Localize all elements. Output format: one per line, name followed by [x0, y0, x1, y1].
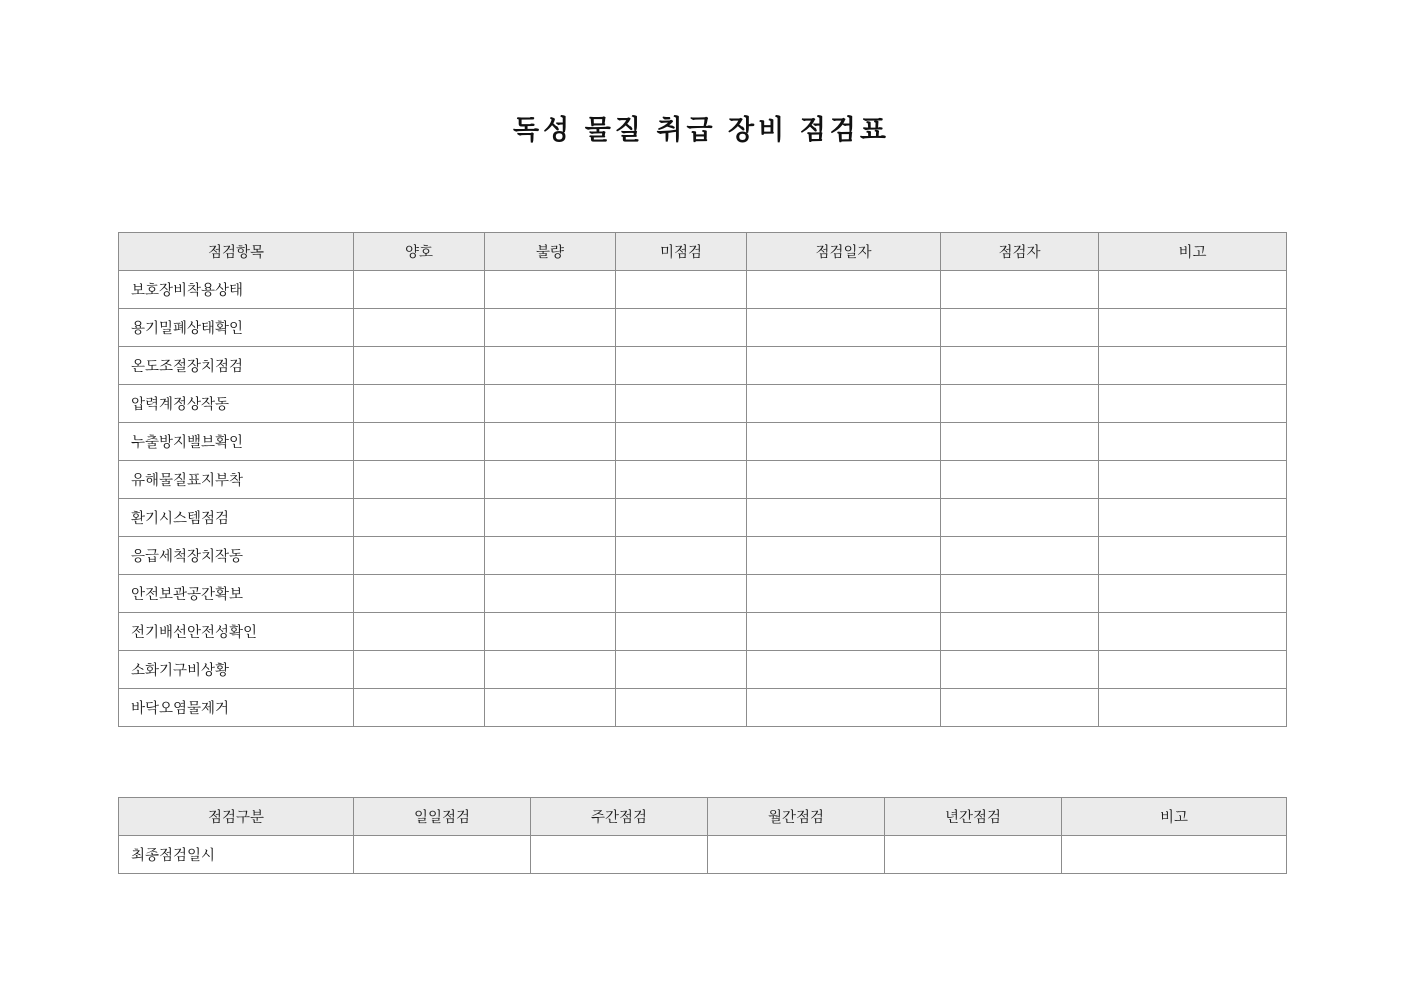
cell-inspector[interactable] [941, 575, 1099, 613]
column-header-daily: 일일점검 [354, 798, 531, 836]
cell-not-inspected[interactable] [616, 651, 747, 689]
cell-defect[interactable] [485, 689, 616, 727]
column-header-cycle-category: 점검구분 [119, 798, 354, 836]
cell-daily[interactable] [354, 836, 531, 874]
cell-not-inspected[interactable] [616, 689, 747, 727]
column-header-item: 점검항목 [119, 233, 354, 271]
cell-not-inspected[interactable] [616, 461, 747, 499]
table-row [119, 575, 1287, 613]
cell-good[interactable] [354, 613, 485, 651]
cell-inspection-date[interactable] [747, 461, 941, 499]
table-row [119, 613, 1287, 651]
table-row [119, 689, 1287, 727]
cell-inspector[interactable] [941, 423, 1099, 461]
row-item-label: 환기시스템점검 [119, 499, 354, 537]
cell-inspection-date[interactable] [747, 423, 941, 461]
cell-defect[interactable] [485, 309, 616, 347]
table-row [119, 271, 1287, 309]
cell-remarks[interactable] [1099, 309, 1287, 347]
row-item-label: 압력계정상작동 [119, 385, 354, 423]
column-header-inspection-date: 점검일자 [747, 233, 941, 271]
cell-good[interactable] [354, 499, 485, 537]
row-item-label: 응급세척장치작동 [119, 537, 354, 575]
cell-inspection-date[interactable] [747, 347, 941, 385]
cell-remarks[interactable] [1099, 575, 1287, 613]
row-item-label: 바닥오염물제거 [119, 689, 354, 727]
row-item-label: 유해물질표지부착 [119, 461, 354, 499]
cell-weekly[interactable] [531, 836, 708, 874]
cell-remarks[interactable] [1099, 499, 1287, 537]
cell-inspector[interactable] [941, 385, 1099, 423]
row-item-label: 최종점검일시 [119, 836, 354, 874]
table-row [119, 537, 1287, 575]
row-item-label: 보호장비착용상태 [119, 271, 354, 309]
cell-defect[interactable] [485, 651, 616, 689]
inspection-cycle-table [118, 797, 1287, 874]
cell-good[interactable] [354, 575, 485, 613]
cell-not-inspected[interactable] [616, 537, 747, 575]
cell-remarks[interactable] [1099, 423, 1287, 461]
column-header-not-inspected: 미점검 [616, 233, 747, 271]
row-item-label: 용기밀폐상태확인 [119, 309, 354, 347]
column-header-remarks: 비고 [1062, 798, 1287, 836]
column-header-defect: 불량 [485, 233, 616, 271]
cell-remarks[interactable] [1099, 689, 1287, 727]
summary-row [119, 836, 1287, 874]
summary-header-row [119, 798, 1287, 836]
cell-good[interactable] [354, 537, 485, 575]
cell-not-inspected[interactable] [616, 347, 747, 385]
cell-not-inspected[interactable] [616, 613, 747, 651]
cell-defect[interactable] [485, 423, 616, 461]
table-header-row [119, 233, 1287, 271]
cell-remarks[interactable] [1099, 271, 1287, 309]
cell-inspector[interactable] [941, 537, 1099, 575]
cell-remarks[interactable] [1099, 613, 1287, 651]
cell-good[interactable] [354, 423, 485, 461]
cell-defect[interactable] [485, 499, 616, 537]
cell-inspection-date[interactable] [747, 537, 941, 575]
inspection-items-table [118, 232, 1287, 727]
cell-inspection-date[interactable] [747, 689, 941, 727]
cell-good[interactable] [354, 309, 485, 347]
cell-inspection-date[interactable] [747, 499, 941, 537]
row-item-label: 온도조절장치점검 [119, 347, 354, 385]
cell-inspection-date[interactable] [747, 613, 941, 651]
cell-remarks[interactable] [1099, 461, 1287, 499]
column-header-inspector: 점검자 [941, 233, 1099, 271]
page-title: 독성 물질 취급 장비 점검표 [513, 115, 890, 145]
cell-good[interactable] [354, 651, 485, 689]
cell-inspector[interactable] [941, 309, 1099, 347]
cell-good[interactable] [354, 271, 485, 309]
cell-remarks[interactable] [1099, 347, 1287, 385]
table-row [119, 461, 1287, 499]
cell-good[interactable] [354, 461, 485, 499]
cell-inspector[interactable] [941, 461, 1099, 499]
cell-good[interactable] [354, 385, 485, 423]
table-row [119, 423, 1287, 461]
cell-remarks[interactable] [1099, 537, 1287, 575]
cell-remarks[interactable] [1062, 836, 1287, 874]
cell-inspector[interactable] [941, 613, 1099, 651]
cell-defect[interactable] [485, 347, 616, 385]
row-item-label: 전기배선안전성확인 [119, 613, 354, 651]
cell-not-inspected[interactable] [616, 309, 747, 347]
cell-not-inspected[interactable] [616, 271, 747, 309]
row-item-label: 안전보관공간확보 [119, 575, 354, 613]
cell-not-inspected[interactable] [616, 575, 747, 613]
cell-inspector[interactable] [941, 271, 1099, 309]
cell-not-inspected[interactable] [616, 385, 747, 423]
table-row [119, 651, 1287, 689]
cell-remarks[interactable] [1099, 385, 1287, 423]
cell-inspector[interactable] [941, 499, 1099, 537]
row-item-label: 누출방지밸브확인 [119, 423, 354, 461]
cell-defect[interactable] [485, 385, 616, 423]
column-header-monthly: 월간점검 [708, 798, 885, 836]
cell-defect[interactable] [485, 271, 616, 309]
table-row [119, 499, 1287, 537]
cell-inspector[interactable] [941, 651, 1099, 689]
column-header-weekly: 주간점검 [531, 798, 708, 836]
table-row [119, 347, 1287, 385]
cell-inspection-date[interactable] [747, 385, 941, 423]
cell-yearly[interactable] [885, 836, 1062, 874]
cell-inspector[interactable] [941, 689, 1099, 727]
cell-defect[interactable] [485, 461, 616, 499]
cell-inspection-date[interactable] [747, 271, 941, 309]
cell-monthly[interactable] [708, 836, 885, 874]
cell-not-inspected[interactable] [616, 499, 747, 537]
cell-defect[interactable] [485, 575, 616, 613]
cell-good[interactable] [354, 689, 485, 727]
cell-inspection-date[interactable] [747, 309, 941, 347]
cell-inspection-date[interactable] [747, 651, 941, 689]
cell-inspector[interactable] [941, 347, 1099, 385]
cell-defect[interactable] [485, 537, 616, 575]
table-row [119, 385, 1287, 423]
cell-not-inspected[interactable] [616, 423, 747, 461]
column-header-remarks: 비고 [1099, 233, 1287, 271]
cell-defect[interactable] [485, 613, 616, 651]
cell-remarks[interactable] [1099, 651, 1287, 689]
table-row [119, 309, 1287, 347]
cell-inspection-date[interactable] [747, 575, 941, 613]
column-header-good: 양호 [354, 233, 485, 271]
column-header-yearly: 년간점검 [885, 798, 1062, 836]
cell-good[interactable] [354, 347, 485, 385]
row-item-label: 소화기구비상황 [119, 651, 354, 689]
